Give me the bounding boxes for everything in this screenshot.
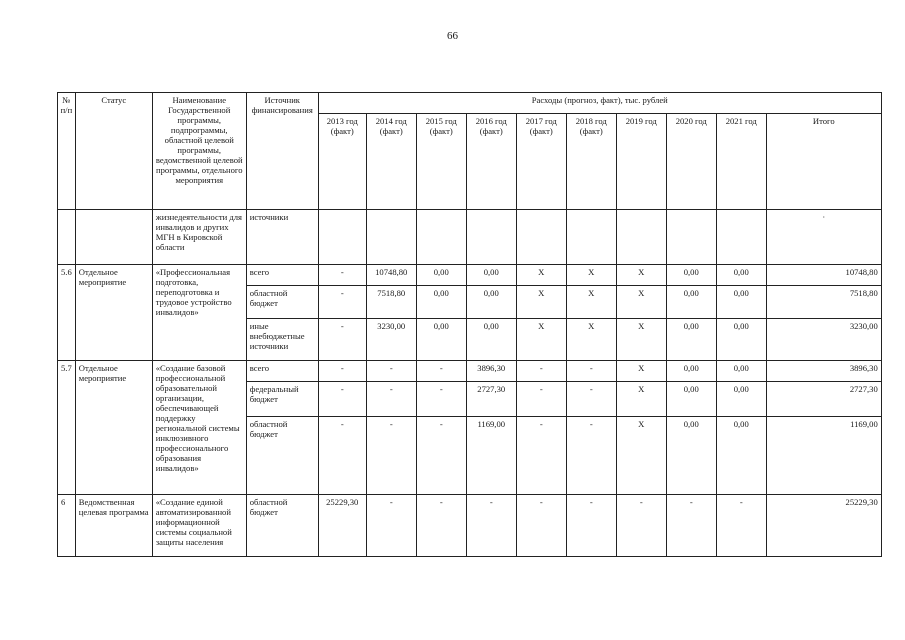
cell-source: источники <box>246 210 318 265</box>
value-cell <box>716 210 766 265</box>
header-source: Источник финансирования <box>246 93 318 210</box>
header-number: № п/п <box>58 93 76 210</box>
value-cell: 25229,30 <box>318 495 366 557</box>
value-cell: - <box>318 286 366 319</box>
value-cell: 0,00 <box>466 286 516 319</box>
value-cell <box>416 210 466 265</box>
row-number: 6 <box>58 495 76 557</box>
value-cell: - <box>366 361 416 382</box>
year-header: 2020 год <box>666 114 716 210</box>
cell-number <box>58 210 76 265</box>
value-cell: 0,00 <box>716 265 766 286</box>
value-cell: 0,00 <box>666 319 716 361</box>
table-row <box>58 361 882 382</box>
value-cell: 0,00 <box>716 286 766 319</box>
value-cell: 1169,00 <box>466 417 516 495</box>
value-cell: - <box>516 382 566 417</box>
row-number: 5.6 <box>58 265 76 361</box>
value-cell: X <box>566 286 616 319</box>
table-row <box>58 495 882 557</box>
header-status: Статус <box>75 93 152 210</box>
value-cell: X <box>616 265 666 286</box>
total-cell: 25229,30 <box>766 495 881 557</box>
value-cell: 0,00 <box>666 265 716 286</box>
year-header: 2017 год (факт) <box>516 114 566 210</box>
cell-status <box>75 210 152 265</box>
value-cell <box>566 210 616 265</box>
total-cell: 7518,80 <box>766 286 881 319</box>
value-cell: - <box>566 495 616 557</box>
value-cell: - <box>616 495 666 557</box>
value-cell: X <box>516 319 566 361</box>
row-source: областной бюджет <box>246 417 318 495</box>
value-cell <box>318 210 366 265</box>
value-cell: 3230,00 <box>366 319 416 361</box>
value-cell <box>366 210 416 265</box>
row-source: иные внебюджетные источники <box>246 319 318 361</box>
row-source: всего <box>246 265 318 286</box>
value-cell: 0,00 <box>666 286 716 319</box>
year-header-total: Итого <box>766 114 881 210</box>
value-cell: X <box>516 265 566 286</box>
value-cell: 0,00 <box>716 382 766 417</box>
row-source: областной бюджет <box>246 495 318 557</box>
header-name: Наименование Государственной программы, подпрограммы, областной целевой программы, ведомственной целевой программы, отдельного мероприятия <box>152 93 246 210</box>
value-cell: X <box>516 286 566 319</box>
value-cell <box>666 210 716 265</box>
total-cell: 3230,00 <box>766 319 881 361</box>
value-cell: X <box>616 286 666 319</box>
header-row <box>58 93 882 114</box>
row-status: Ведомственная целевая программа <box>75 495 152 557</box>
year-header: 2014 год (факт) <box>366 114 416 210</box>
value-cell: - <box>318 361 366 382</box>
value-cell: 0,00 <box>416 319 466 361</box>
row-status: Отдельное мероприятие <box>75 361 152 495</box>
value-cell <box>616 210 666 265</box>
value-cell: · <box>766 210 881 265</box>
row-source: федеральный бюджет <box>246 382 318 417</box>
value-cell: 0,00 <box>416 286 466 319</box>
value-cell: 0,00 <box>466 319 516 361</box>
year-header: 2018 год (факт) <box>566 114 616 210</box>
value-cell: - <box>416 382 466 417</box>
value-cell: - <box>516 495 566 557</box>
year-header: 2015 год (факт) <box>416 114 466 210</box>
value-cell <box>466 210 516 265</box>
year-header: 2019 год <box>616 114 666 210</box>
total-cell: 1169,00 <box>766 417 881 495</box>
year-header: 2021 год <box>716 114 766 210</box>
value-cell: 7518,80 <box>366 286 416 319</box>
value-cell: - <box>466 495 516 557</box>
value-cell: - <box>366 382 416 417</box>
value-cell: - <box>716 495 766 557</box>
value-cell: - <box>516 361 566 382</box>
value-cell: - <box>366 417 416 495</box>
value-cell: - <box>318 265 366 286</box>
row-status: Отдельное мероприятие <box>75 265 152 361</box>
value-cell: X <box>616 382 666 417</box>
value-cell: X <box>566 265 616 286</box>
continuation-row <box>58 210 882 265</box>
value-cell: X <box>616 417 666 495</box>
value-cell: 0,00 <box>716 319 766 361</box>
value-cell: - <box>318 382 366 417</box>
year-header: 2013 год (факт) <box>318 114 366 210</box>
total-cell: 2727,30 <box>766 382 881 417</box>
row-source: всего <box>246 361 318 382</box>
row-name: «Создание единой автоматизированной информационной системы социальной защиты населения <box>152 495 246 557</box>
value-cell: - <box>516 417 566 495</box>
value-cell: - <box>416 361 466 382</box>
value-cell: - <box>416 495 466 557</box>
year-header: 2016 год (факт) <box>466 114 516 210</box>
value-cell: 0,00 <box>666 417 716 495</box>
value-cell: X <box>566 319 616 361</box>
value-cell: X <box>616 319 666 361</box>
value-cell: 0,00 <box>466 265 516 286</box>
value-cell: - <box>566 417 616 495</box>
value-cell: 0,00 <box>716 361 766 382</box>
budget-table <box>57 92 882 557</box>
value-cell: 0,00 <box>666 361 716 382</box>
value-cell: - <box>666 495 716 557</box>
value-cell: - <box>416 417 466 495</box>
table-row <box>58 265 882 286</box>
value-cell: 0,00 <box>416 265 466 286</box>
value-cell: 0,00 <box>666 382 716 417</box>
cell-name: жизнедеятельности для инвалидов и других МГН в Кировской области <box>152 210 246 265</box>
value-cell: 10748,80 <box>366 265 416 286</box>
total-cell: 10748,80 <box>766 265 881 286</box>
value-cell: - <box>566 361 616 382</box>
header-expenses: Расходы (прогноз, факт), тыс. рублей <box>318 93 881 114</box>
value-cell: 3896,30 <box>466 361 516 382</box>
row-name: «Создание базовой профессиональной образовательной организации, обеспечивающей поддержку региональной системы инклюзивного профессионального образования инвалидов» <box>152 361 246 495</box>
value-cell: - <box>318 417 366 495</box>
row-name: «Профессиональная подготовка, переподготовка и трудовое устройство инвалидов» <box>152 265 246 361</box>
row-number: 5.7 <box>58 361 76 495</box>
row-source: областной бюджет <box>246 286 318 319</box>
value-cell: 2727,30 <box>466 382 516 417</box>
total-cell: 3896,30 <box>766 361 881 382</box>
page-number: 66 <box>447 30 458 42</box>
value-cell: - <box>566 382 616 417</box>
value-cell: X <box>616 361 666 382</box>
value-cell: - <box>366 495 416 557</box>
value-cell: - <box>318 319 366 361</box>
value-cell <box>516 210 566 265</box>
value-cell: 0,00 <box>716 417 766 495</box>
